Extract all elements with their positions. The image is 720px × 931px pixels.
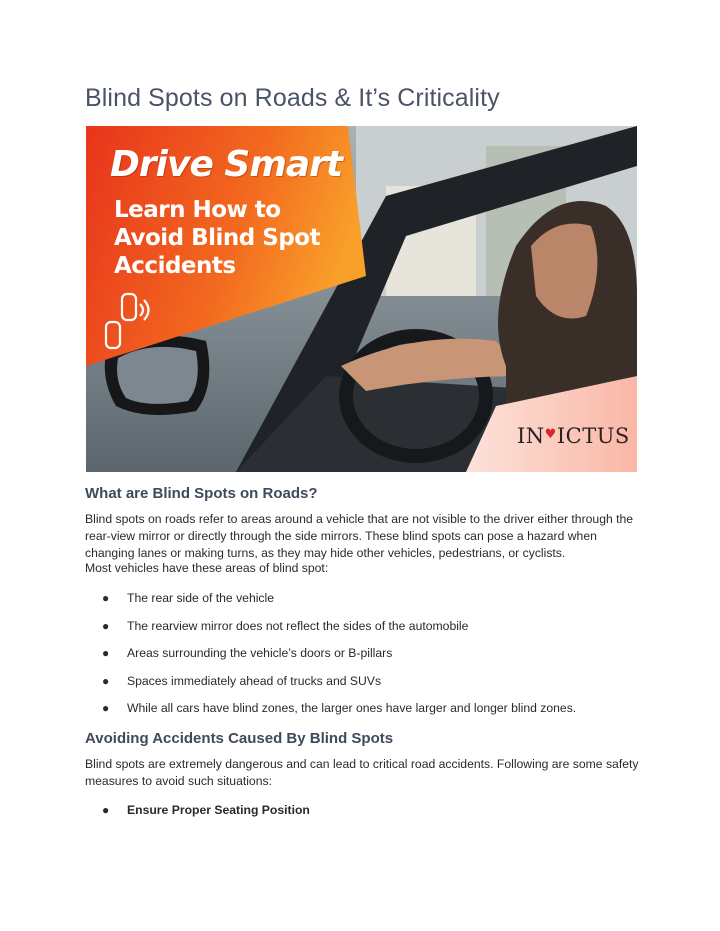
list-item-text: Ensure Proper Seating Position [127, 803, 310, 817]
section2-paragraph: Blind spots are extremely dangerous and can lead to critical road accidents. Following are some safety measures to avoid such situations: [85, 757, 639, 788]
list-item [102, 802, 310, 818]
bullet-icon: ● [102, 591, 110, 605]
list-item [102, 590, 576, 618]
list-item-text: Areas surrounding the vehicle’s doors or B-pillars [127, 646, 393, 660]
safety-measures-list [102, 802, 310, 818]
bullet-icon: ● [102, 673, 110, 688]
section-heading-avoid: Avoiding Accidents Caused By Blind Spots [85, 730, 394, 747]
page-title: Blind Spots on Roads & It’s Criticality [85, 84, 500, 112]
hero-subheadline [114, 196, 354, 280]
section1-paragraph: Blind spots on roads refer to areas around a vehicle that are not visible to the driver either through the rear-view mirror or directly through the side mirrors. These blind spots can pose a hazard when changing lanes or making turns, as they may hide other vehicles, pedestrians, or cyclists. [85, 512, 634, 560]
list-item [102, 618, 576, 646]
hero-subline: Accidents [114, 253, 236, 279]
list-item-text: The rear side of the vehicle [127, 591, 275, 605]
list-item [102, 673, 576, 701]
heart-icon: ♥ [544, 427, 557, 442]
brand-text-left: IN [517, 424, 545, 448]
brand-logo [517, 424, 630, 448]
list-item-text: While all cars have blind zones, the larger ones have larger and longer blind zones. [127, 701, 577, 715]
hero-image [86, 126, 637, 472]
list-item-text: Spaces immediately ahead of trucks and SUVs [127, 673, 382, 688]
bullet-icon: ● [102, 803, 110, 817]
brand-text-right: ICTUS [556, 424, 630, 448]
section-heading-what: What are Blind Spots on Roads? [85, 485, 318, 502]
hero-headline: Drive Smart [110, 144, 343, 185]
hero-subline: Learn How to [114, 197, 281, 223]
list-item-text: The rearview mirror does not reflect the sides of the automobile [127, 618, 469, 633]
section1-intro: Most vehicles have these areas of blind spot: [85, 561, 329, 575]
blind-spot-list [102, 590, 576, 728]
list-item [102, 700, 576, 728]
bullet-icon: ● [102, 646, 110, 660]
bullet-icon: ● [102, 701, 110, 715]
bullet-icon: ● [102, 618, 110, 633]
hero-subline: Avoid Blind Spot [114, 225, 321, 251]
list-item [102, 645, 576, 673]
